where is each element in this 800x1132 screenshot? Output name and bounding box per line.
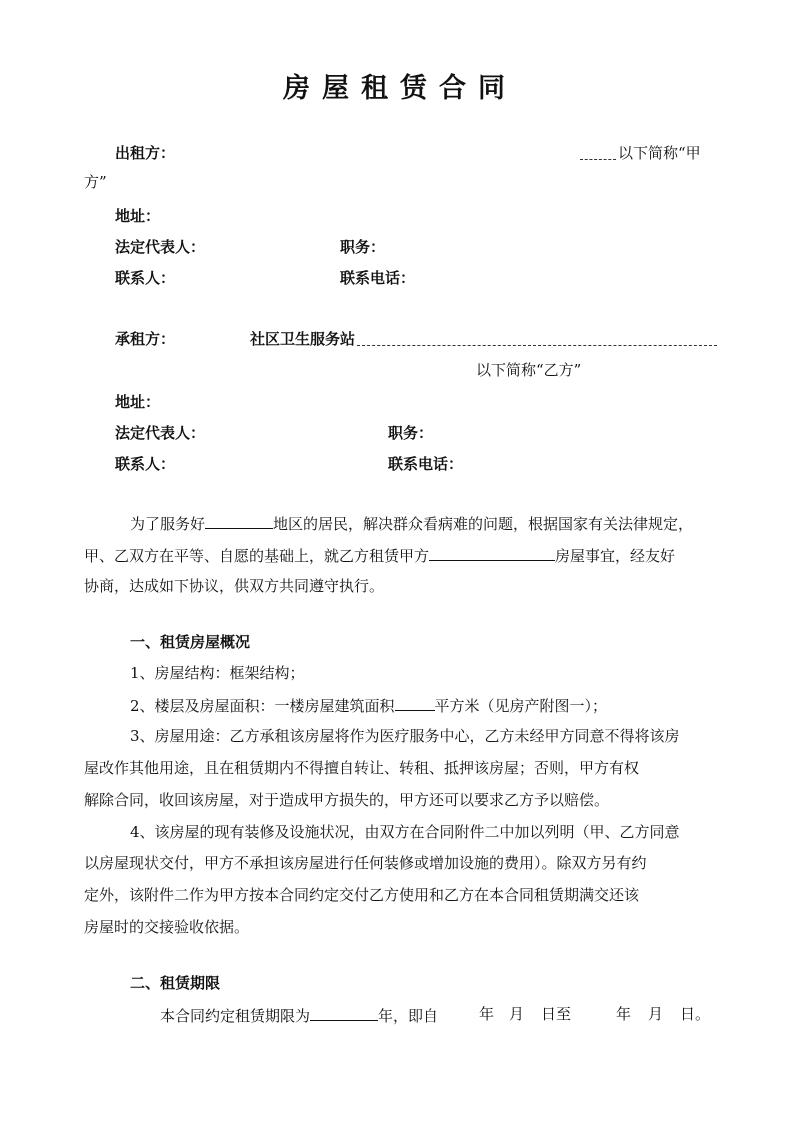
lessor-rep-label: 法定代表人：: [115, 238, 206, 256]
lessor-alias-text: 以下简称“甲: [618, 144, 701, 162]
region-blank: [205, 512, 273, 529]
section-1-item-2: [130, 694, 607, 716]
lessee-label: 承租方：: [115, 330, 176, 348]
item-text: 2、楼层及房屋面积：一楼房屋建筑面积: [130, 697, 395, 715]
intro-line-1: [130, 512, 693, 534]
lessee-phone-label: 联系电话：: [388, 455, 464, 473]
lessee-name-line: [250, 329, 717, 349]
section-1-item-4-line-1: 4、该房屋的现有装修及设施状况，由双方在合同附件二中加以列明（甲、乙方同意: [130, 823, 680, 841]
section-1-item-3-line-2: 屋改作其他用途，且在租赁期内不得擅自转让、转租、抵押该房屋；否则，甲方有权: [84, 759, 640, 777]
lessee-name: 社区卫生服务站: [250, 330, 356, 348]
intro-text: 地区的居民，解决群众看病难的问题，根据国家有关法律规定，: [273, 515, 694, 533]
intro-text: 为了服务好: [130, 515, 206, 533]
term-text: 本合同约定租赁期限为: [160, 1007, 311, 1025]
section-1-item-4-line-3: 定外，该附件二作为甲方按本合同约定交付乙方使用和乙方在本合同租赁期满交还该: [84, 886, 640, 904]
lessee-position-label: 职务：: [388, 424, 434, 442]
lessor-alias: [580, 143, 701, 163]
section-1-heading: 一、租赁房屋概况: [130, 633, 251, 651]
term-text: 年，即自: [378, 1007, 439, 1025]
lease-term-line: [160, 1004, 438, 1026]
end-day: 日。: [680, 1005, 711, 1023]
property-blank: [429, 544, 555, 561]
end-year: 年: [616, 1005, 632, 1023]
start-year: 年: [479, 1005, 495, 1023]
intro-line-2: [84, 544, 675, 566]
lessee-rep-label: 法定代表人：: [115, 424, 206, 442]
end-month: 月: [648, 1005, 664, 1023]
lessor-alias-wrap: 方”: [84, 173, 107, 191]
section-1-item-3-line-3: 解除合同，收回该房屋，对于造成甲方损失的，甲方还可以要求乙方予以赔偿。: [84, 791, 610, 809]
section-1-item-4-line-4: 房屋时的交接验收依据。: [84, 918, 250, 936]
lessor-label: 出租方：: [115, 144, 176, 162]
lessor-position-label: 职务：: [340, 238, 386, 256]
dash-separator: [357, 335, 717, 346]
section-1-item-4-line-2: 以房屋现状交付，甲方不承担该房屋进行任何装修或增加设施的费用）。除双方另有约: [84, 854, 647, 872]
lessee-contact-label: 联系人：: [115, 455, 176, 473]
term-years-blank: [310, 1004, 378, 1021]
intro-text: 甲、乙双方在平等、自愿的基础上，就乙方租赁甲方: [84, 547, 430, 565]
section-1-item-3-line-1: 3、房屋用途：乙方承租该房屋将作为医疗服务中心，乙方未经甲方同意不得将该房: [130, 727, 680, 745]
intro-text: 房屋事宜，经友好: [555, 547, 676, 565]
lessee-alias: 以下简称“乙方”: [476, 361, 582, 379]
start-day-to: 日至: [541, 1005, 572, 1023]
dash-separator: [580, 149, 616, 160]
item-text: 平方米（见房产附图一）；: [434, 697, 608, 715]
lessor-address-label: 地址：: [115, 207, 161, 225]
lessor-contact-label: 联系人：: [115, 269, 176, 287]
lessor-phone-label: 联系电话：: [340, 269, 416, 287]
lessee-address-label: 地址：: [115, 393, 161, 411]
document-title: 房屋租赁合同: [283, 73, 517, 104]
area-blank: [395, 694, 435, 711]
section-1-item-1: 1、房屋结构：框架结构；: [130, 664, 305, 682]
start-month: 月: [509, 1005, 525, 1023]
section-2-heading: 二、租赁期限: [130, 974, 221, 992]
intro-line-3: 协商，达成如下协议，供双方共同遵守执行。: [84, 577, 385, 595]
